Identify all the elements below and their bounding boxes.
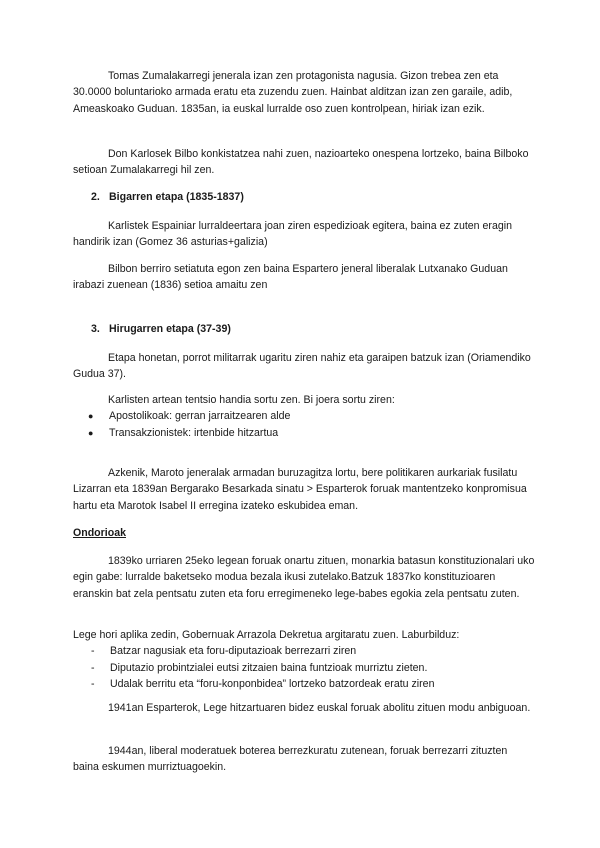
stage-3-paragraph-2 bbox=[73, 392, 535, 441]
section-heading-stage-3 bbox=[73, 321, 535, 337]
list-item-text: Transakzionistek: irtenbide hitzartua bbox=[109, 426, 279, 439]
conclusions-paragraph-4 bbox=[73, 743, 535, 776]
stage-2-paragraph-2 bbox=[73, 261, 535, 294]
list-item bbox=[73, 676, 535, 692]
paragraph-text: Karlistek Espainiar lurraldeertara joan ziren espedizioak egitera, baina ez zuten eragin handirik izan (Gomez 36 asturias+galizia) bbox=[73, 220, 512, 249]
list-item-text: Batzar nagusiak eta foru-diputazioak berrezarri ziren bbox=[110, 645, 357, 658]
stage-3-paragraph-3 bbox=[73, 465, 535, 514]
list-item bbox=[73, 643, 535, 659]
paragraph-text: Etapa honetan, porrot militarrak ugaritu ziren nahiz eta garaipen batzuk izan (Oriamendiko Gudua 37). bbox=[73, 352, 531, 381]
bullet-icon: ● bbox=[88, 411, 94, 422]
dash-icon: - bbox=[91, 661, 95, 674]
heading-title: Bigarren etapa (1835-1837) bbox=[109, 191, 244, 203]
dash-list bbox=[73, 643, 535, 692]
stage-3-paragraph-1 bbox=[73, 350, 535, 383]
heading-title: Ondorioak bbox=[73, 527, 126, 539]
paragraph-text: Bilbon berriro setiatuta egon zen baina Espartero jeneral liberalak Lutxanako Guduan irabazi zuenean (1836) setioa amaitu zen bbox=[73, 263, 508, 292]
paragraph-text: Tomas Zumalakarregi jenerala izan zen protagonista nagusia. Gizon trebea zen eta 30.0000 boluntarioko armada eratu eta zuzendu zuen. Hainbat alditzan izan zen garaile, adib, Ameaskoako Guduan. 1835an, ia euskal lurralde oso zuen kontrolpean, hiriak izan ezik. bbox=[73, 70, 513, 115]
paragraph-text: Karlisten artean tentsio handia sortu zen. Bi joera sortu ziren: bbox=[108, 394, 395, 406]
intro-paragraph-1 bbox=[73, 68, 535, 117]
list-item bbox=[73, 425, 535, 441]
paragraph-text: 1941an Esparterok, Lege hitzartuaren bidez euskal foruak abolitu zituen modu anbiguoan. bbox=[108, 702, 531, 714]
list-item bbox=[73, 660, 535, 676]
heading-number: 2. bbox=[91, 191, 100, 203]
paragraph-text: 1839ko urriaren 25eko legean foruak onartu zituen, monarkia batasun konstituzionalari uko egin gabe: lurralde baketseko modua bezala ikusi zutelako.Batzuk 1837ko konstituzioaren eranskin bat zela pentsatu zuten eta foru erregimeneko lege-babes egokia zela pentsatu zuten. bbox=[73, 555, 535, 600]
intro-paragraph-2 bbox=[73, 146, 535, 179]
heading-title: Hirugarren etapa (37-39) bbox=[109, 323, 231, 335]
paragraph-text: Azkenik, Maroto jeneralak armadan buruzagitza lortu, bere politikaren aurkariak fusilatu Lizarran eta 1839an Bergarako Besarkada sinatu > Esparterok foruak mantentzeko konpromisua hartu eta Marotok Isabel II erregina izateko eskubidea eman. bbox=[73, 467, 527, 512]
list-item bbox=[73, 408, 535, 424]
conclusions-paragraph-3 bbox=[73, 700, 535, 716]
stage-2-paragraph-1 bbox=[73, 218, 535, 251]
list-item-text: Udalak berritu eta “foru-konponbidea” lortzeko batzordeak eratu ziren bbox=[110, 678, 435, 691]
conclusions-paragraph-2 bbox=[73, 627, 535, 693]
paragraph-text: Don Karlosek Bilbo konkistatzea nahi zuen, nazioarteko onespena lortzeko, baina Bilboko setioan Zumalakarregi hil zen. bbox=[73, 148, 529, 177]
paragraph-text: Lege hori aplika zedin, Gobernuak Arrazola Dekretua argitaratu zuen. Laburbilduz: bbox=[73, 629, 460, 641]
heading-number: 3. bbox=[91, 323, 100, 335]
bullet-icon: ● bbox=[88, 427, 94, 438]
conclusions-paragraph-1 bbox=[73, 553, 535, 602]
dash-icon: - bbox=[91, 678, 95, 691]
section-heading-conclusions bbox=[73, 525, 535, 541]
bullet-list bbox=[73, 408, 535, 441]
list-item-text: Diputazio probintzialei eutsi zitzaien baina funtzioak murriztu zieten. bbox=[110, 661, 428, 674]
list-item-text: Apostolikoak: gerran jarraitzearen alde bbox=[109, 410, 291, 423]
paragraph-text: 1944an, liberal moderatuek boterea berrezkuratu zutenean, foruak berrezarri zituzten baina eskumen murriztuagoekin. bbox=[73, 745, 508, 774]
section-heading-stage-2 bbox=[73, 189, 535, 205]
dash-icon: - bbox=[91, 645, 95, 658]
